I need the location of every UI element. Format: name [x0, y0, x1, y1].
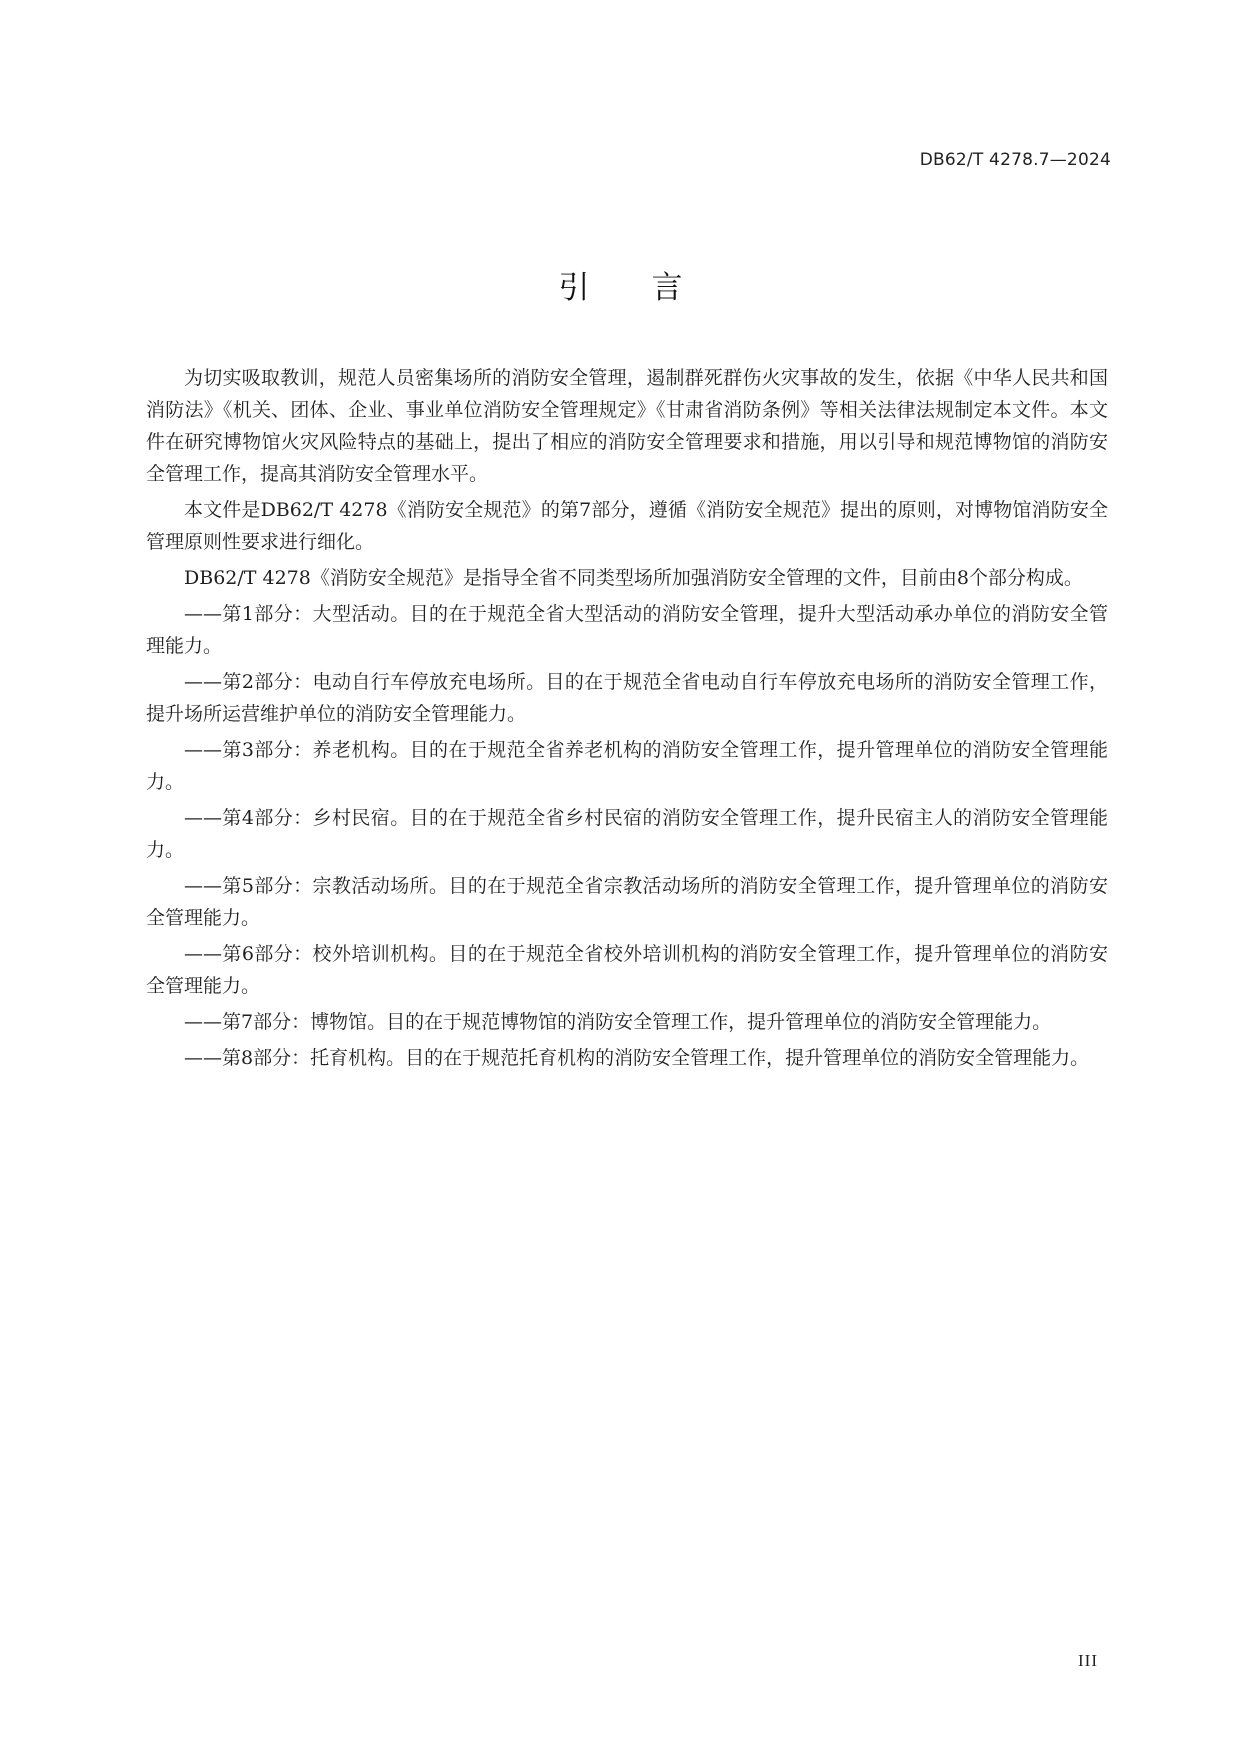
list-item-part-3: ——第3部分：养老机构。目的在于规范全省养老机构的消防安全管理工作，提升管理单位的消防安全管理能力。 — [146, 739, 1108, 793]
list-item-part-1: ——第1部分：大型活动。目的在于规范全省大型活动的消防安全管理，提升大型活动承办单位的消防安全管理能力。 — [146, 603, 1108, 657]
paragraph-scope: 本文件是DB62/T 4278《消防安全规范》的第7部分，遵循《消防安全规范》提出的原则，对博物馆消防安全管理原则性要求进行细化。 — [146, 499, 1108, 553]
paragraph-structure: DB62/T 4278《消防安全规范》是指导全省不同类型场所加强消防安全管理的文件，目前由8个部分构成。 — [184, 567, 1083, 589]
list-item-part-8: ——第8部分：托育机构。目的在于规范托育机构的消防安全管理工作，提升管理单位的消防安全管理能力。 — [184, 1047, 1090, 1069]
paragraph-intro: 为切实吸取教训，规范人员密集场所的消防安全管理，遏制群死群伤火灾事故的发生，依据《中华人民共和国消防法》《机关、团体、企业、事业单位消防安全管理规定》《甘肃省消防条例》等相关法律法规制定本文件。本文件在研究博物馆火灾风险特点的基础上，提出了相应的消防安全管理要求和措施，用以引导和规范博物馆的消防安全管理工作，提高其消防安全管理水平。 — [146, 367, 1108, 485]
list-item-part-2: ——第2部分：电动自行车停放充电场所。目的在于规范全省电动自行车停放充电场所的消防安全管理工作，提升场所运营维护单位的消防安全管理能力。 — [146, 671, 1108, 725]
body-text — [146, 362, 1108, 1078]
document-code: DB62/T 4278.7—2024 — [919, 150, 1111, 170]
list-item-part-4: ——第4部分：乡村民宿。目的在于规范全省乡村民宿的消防安全管理工作，提升民宿主人的消防安全管理能力。 — [146, 807, 1108, 861]
list-item-part-7: ——第7部分：博物馆。目的在于规范博物馆的消防安全管理工作，提升管理单位的消防安全管理能力。 — [184, 1011, 1052, 1033]
list-item-part-6: ——第6部分：校外培训机构。目的在于规范全省校外培训机构的消防安全管理工作，提升管理单位的消防安全管理能力。 — [146, 943, 1108, 997]
section-title: 引言 — [558, 270, 745, 306]
page-number: III — [1078, 1651, 1098, 1670]
list-item-part-5: ——第5部分：宗教活动场所。目的在于规范全省宗教活动场所的消防安全管理工作，提升管理单位的消防安全管理能力。 — [146, 875, 1108, 929]
